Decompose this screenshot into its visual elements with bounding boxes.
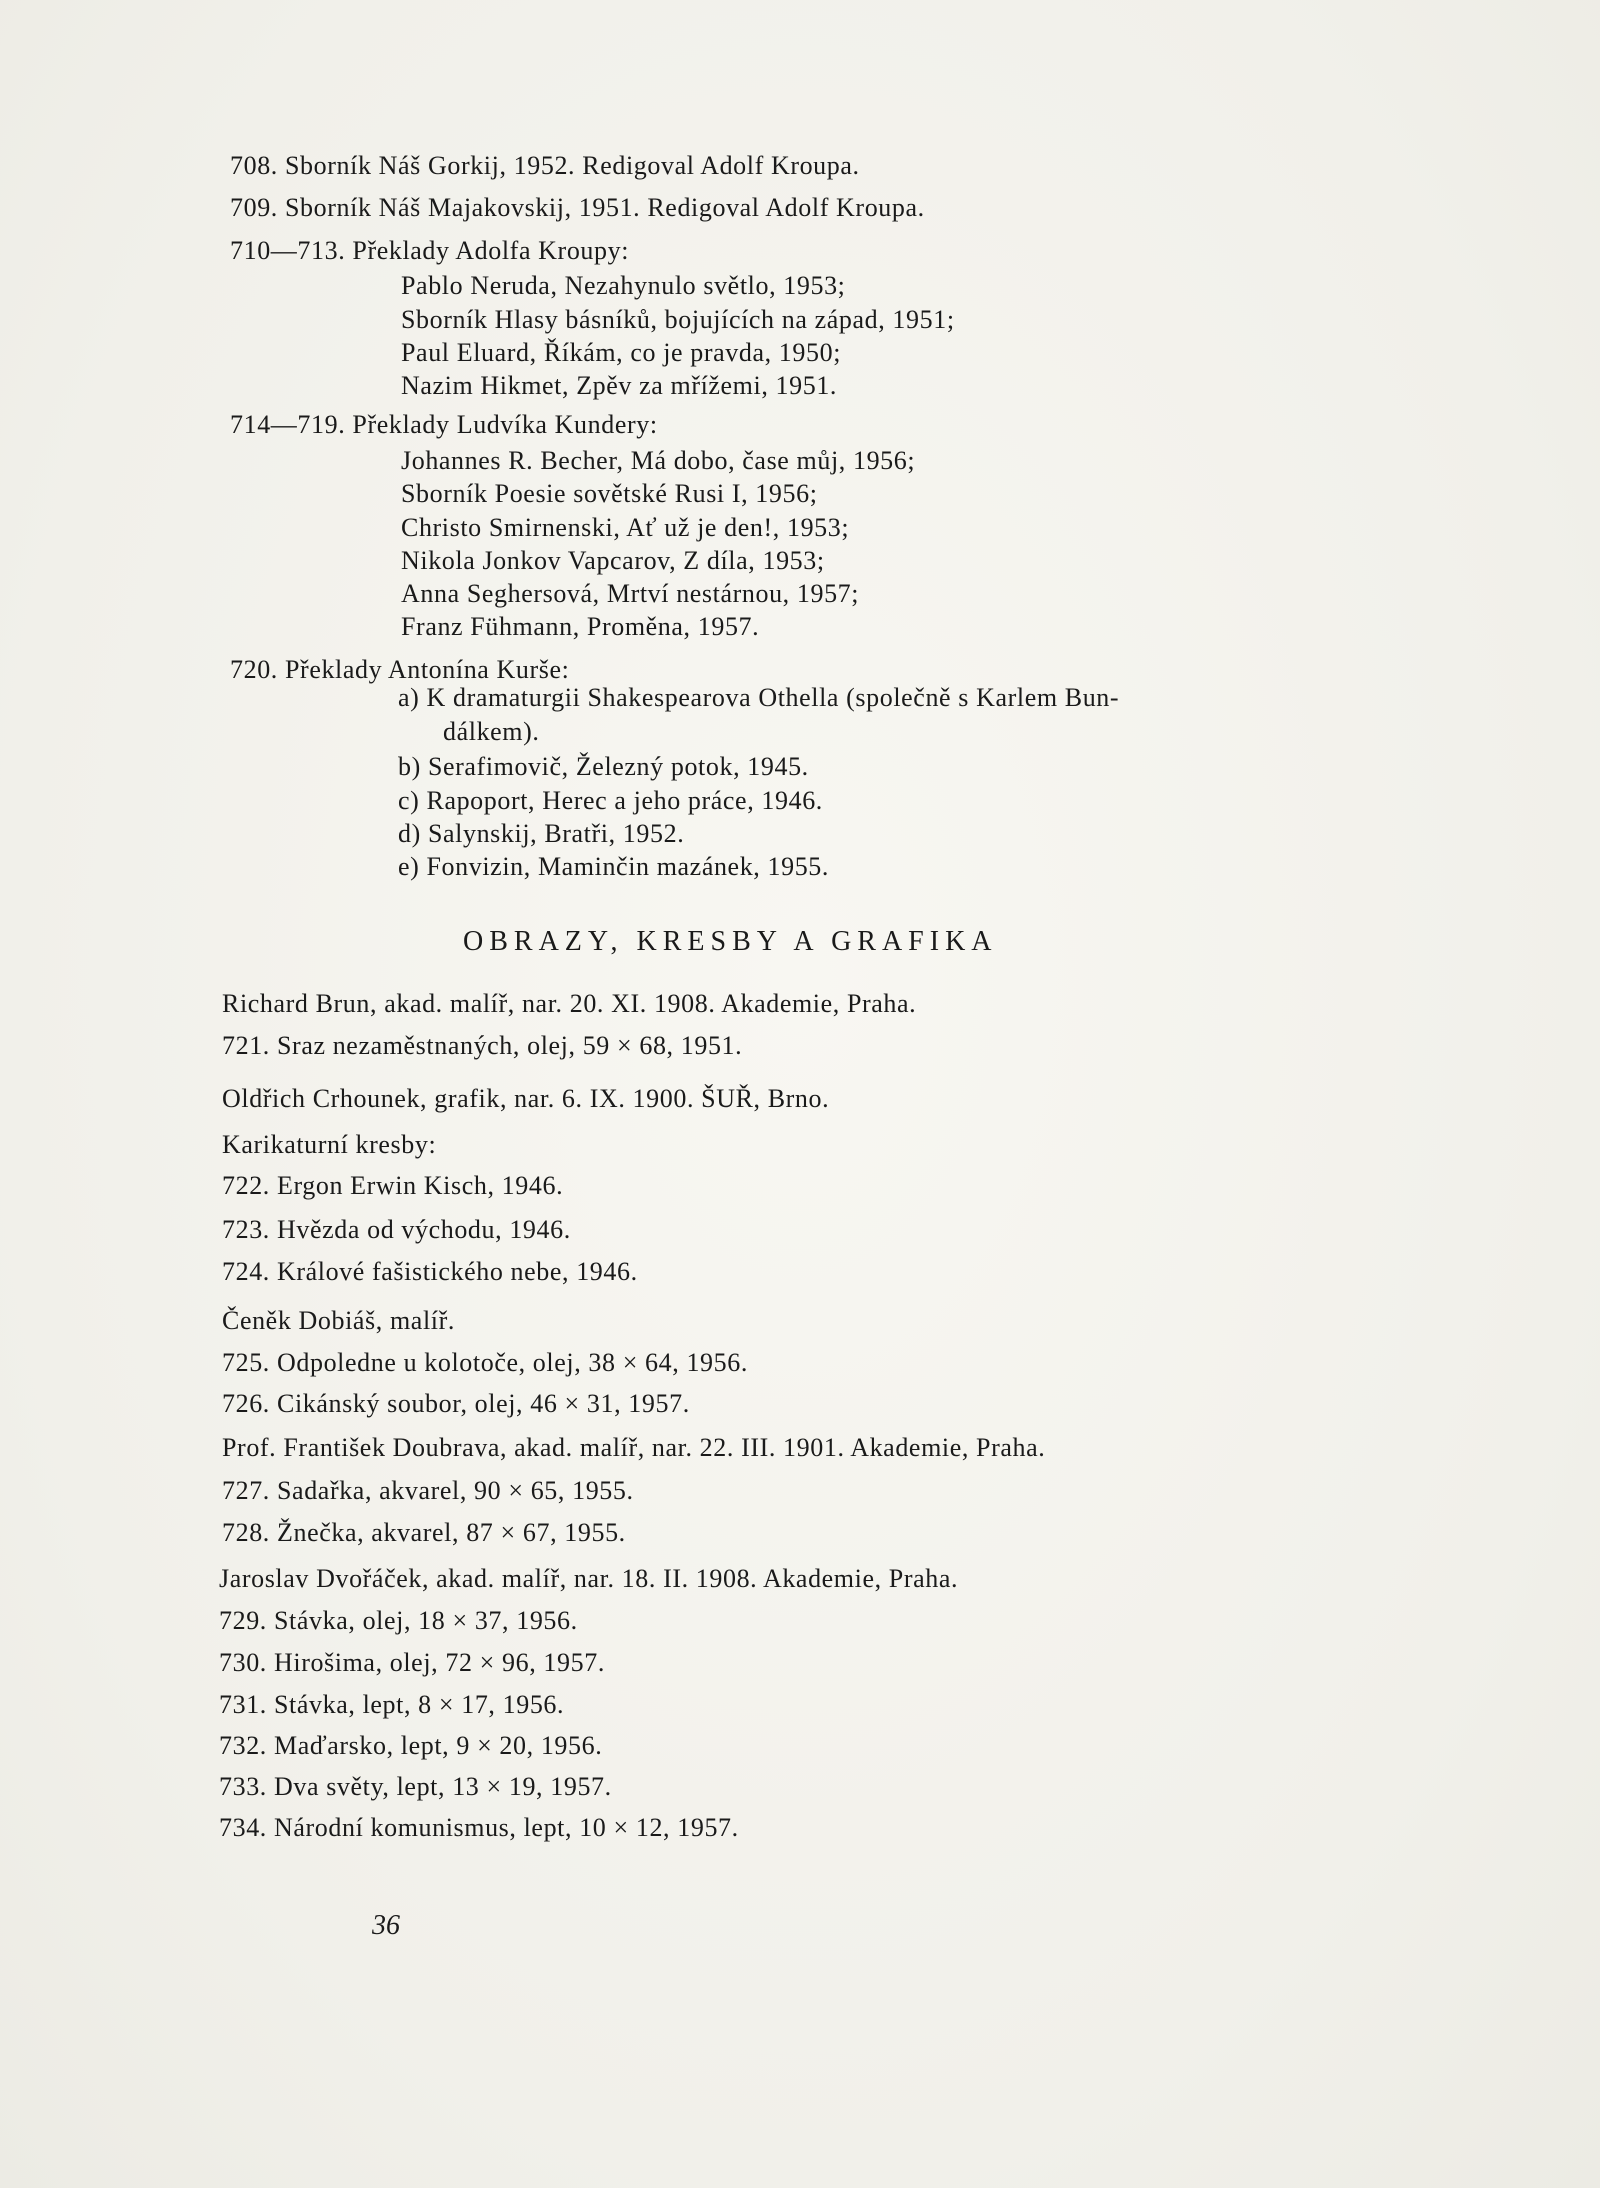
artwork-731: 731. Stávka, lept, 8 × 17, 1956. bbox=[219, 1690, 565, 1719]
entry-line: Sborník Hlasy básníků, bojujících na západ, 1951; bbox=[401, 305, 955, 334]
artwork-732: 732. Maďarsko, lept, 9 × 20, 1956. bbox=[219, 1731, 603, 1760]
entry-line: Johannes R. Becher, Má dobo, čase můj, 1956; bbox=[401, 446, 916, 475]
entry-line: Nikola Jonkov Vapcarov, Z díla, 1953; bbox=[401, 546, 825, 575]
entry-line: Paul Eluard, Říkám, co je pravda, 1950; bbox=[401, 338, 842, 367]
artwork-729: 729. Stávka, olej, 18 × 37, 1956. bbox=[219, 1606, 578, 1635]
artwork-733: 733. Dva světy, lept, 13 × 19, 1957. bbox=[219, 1772, 612, 1801]
artist-line: Richard Brun, akad. malíř, nar. 20. XI. 1908. Akademie, Praha. bbox=[222, 989, 917, 1018]
entry-line: dálkem). bbox=[443, 717, 540, 746]
entry-line: e) Fonvizin, Maminčin mazánek, 1955. bbox=[398, 852, 829, 881]
entry-710-713: 710—713. Překlady Adolfa Kroupy: bbox=[230, 236, 630, 265]
artwork-721: 721. Sraz nezaměstnaných, olej, 59 × 68, 1951. bbox=[222, 1031, 743, 1060]
entry-line: Anna Seghersová, Mrtví nestárnou, 1957; bbox=[401, 579, 860, 608]
artwork-730: 730. Hirošima, olej, 72 × 96, 1957. bbox=[219, 1648, 605, 1677]
artwork-727: 727. Sadařka, akvarel, 90 × 65, 1955. bbox=[222, 1476, 634, 1505]
page-number: 36 bbox=[372, 1910, 400, 1941]
section-subheading: Karikaturní kresby: bbox=[222, 1130, 437, 1159]
artwork-725: 725. Odpoledne u kolotoče, olej, 38 × 64, 1956. bbox=[222, 1348, 748, 1377]
artwork-728: 728. Žnečka, akvarel, 87 × 67, 1955. bbox=[222, 1518, 626, 1547]
entry-709: 709. Sborník Náš Majakovskij, 1951. Redigoval Adolf Kroupa. bbox=[230, 193, 925, 222]
entry-708: 708. Sborník Náš Gorkij, 1952. Redigoval Adolf Kroupa. bbox=[230, 151, 860, 180]
entry-line: Pablo Neruda, Nezahynulo světlo, 1953; bbox=[401, 271, 846, 300]
entry-line: Sborník Poesie sovětské Rusi I, 1956; bbox=[401, 479, 818, 508]
artist-line: Jaroslav Dvořáček, akad. malíř, nar. 18. II. 1908. Akademie, Praha. bbox=[219, 1564, 959, 1593]
entry-714-719: 714—719. Překlady Ludvíka Kundery: bbox=[230, 410, 658, 439]
artwork-722: 722. Ergon Erwin Kisch, 1946. bbox=[222, 1171, 564, 1200]
artist-line: Prof. František Doubrava, akad. malíř, nar. 22. III. 1901. Akademie, Praha. bbox=[222, 1433, 1046, 1462]
entry-720: 720. Překlady Antonína Kurše: bbox=[230, 655, 570, 684]
artwork-724: 724. Králové fašistického nebe, 1946. bbox=[222, 1257, 638, 1286]
artist-line: Čeněk Dobiáš, malíř. bbox=[222, 1306, 455, 1335]
entry-line: Franz Fühmann, Proměna, 1957. bbox=[401, 612, 760, 641]
artwork-726: 726. Cikánský soubor, olej, 46 × 31, 1957. bbox=[222, 1389, 690, 1418]
artwork-723: 723. Hvězda od východu, 1946. bbox=[222, 1215, 571, 1244]
entry-line: a) K dramaturgii Shakespearova Othella (společně s Karlem Bun- bbox=[398, 683, 1120, 712]
artwork-734: 734. Národní komunismus, lept, 10 × 12, 1957. bbox=[219, 1813, 739, 1842]
entry-line: c) Rapoport, Herec a jeho práce, 1946. bbox=[398, 786, 823, 815]
entry-line: d) Salynskij, Bratři, 1952. bbox=[398, 819, 685, 848]
entry-line: b) Serafimovič, Železný potok, 1945. bbox=[398, 752, 809, 781]
entry-line: Christo Smirnenski, Ať už je den!, 1953; bbox=[401, 513, 850, 542]
entry-line: Nazim Hikmet, Zpěv za mřížemi, 1951. bbox=[401, 371, 838, 400]
section-heading: OBRAZY, KRESBY A GRAFIKA bbox=[463, 926, 998, 957]
artist-line: Oldřich Crhounek, grafik, nar. 6. IX. 1900. ŠUŘ, Brno. bbox=[222, 1084, 830, 1113]
